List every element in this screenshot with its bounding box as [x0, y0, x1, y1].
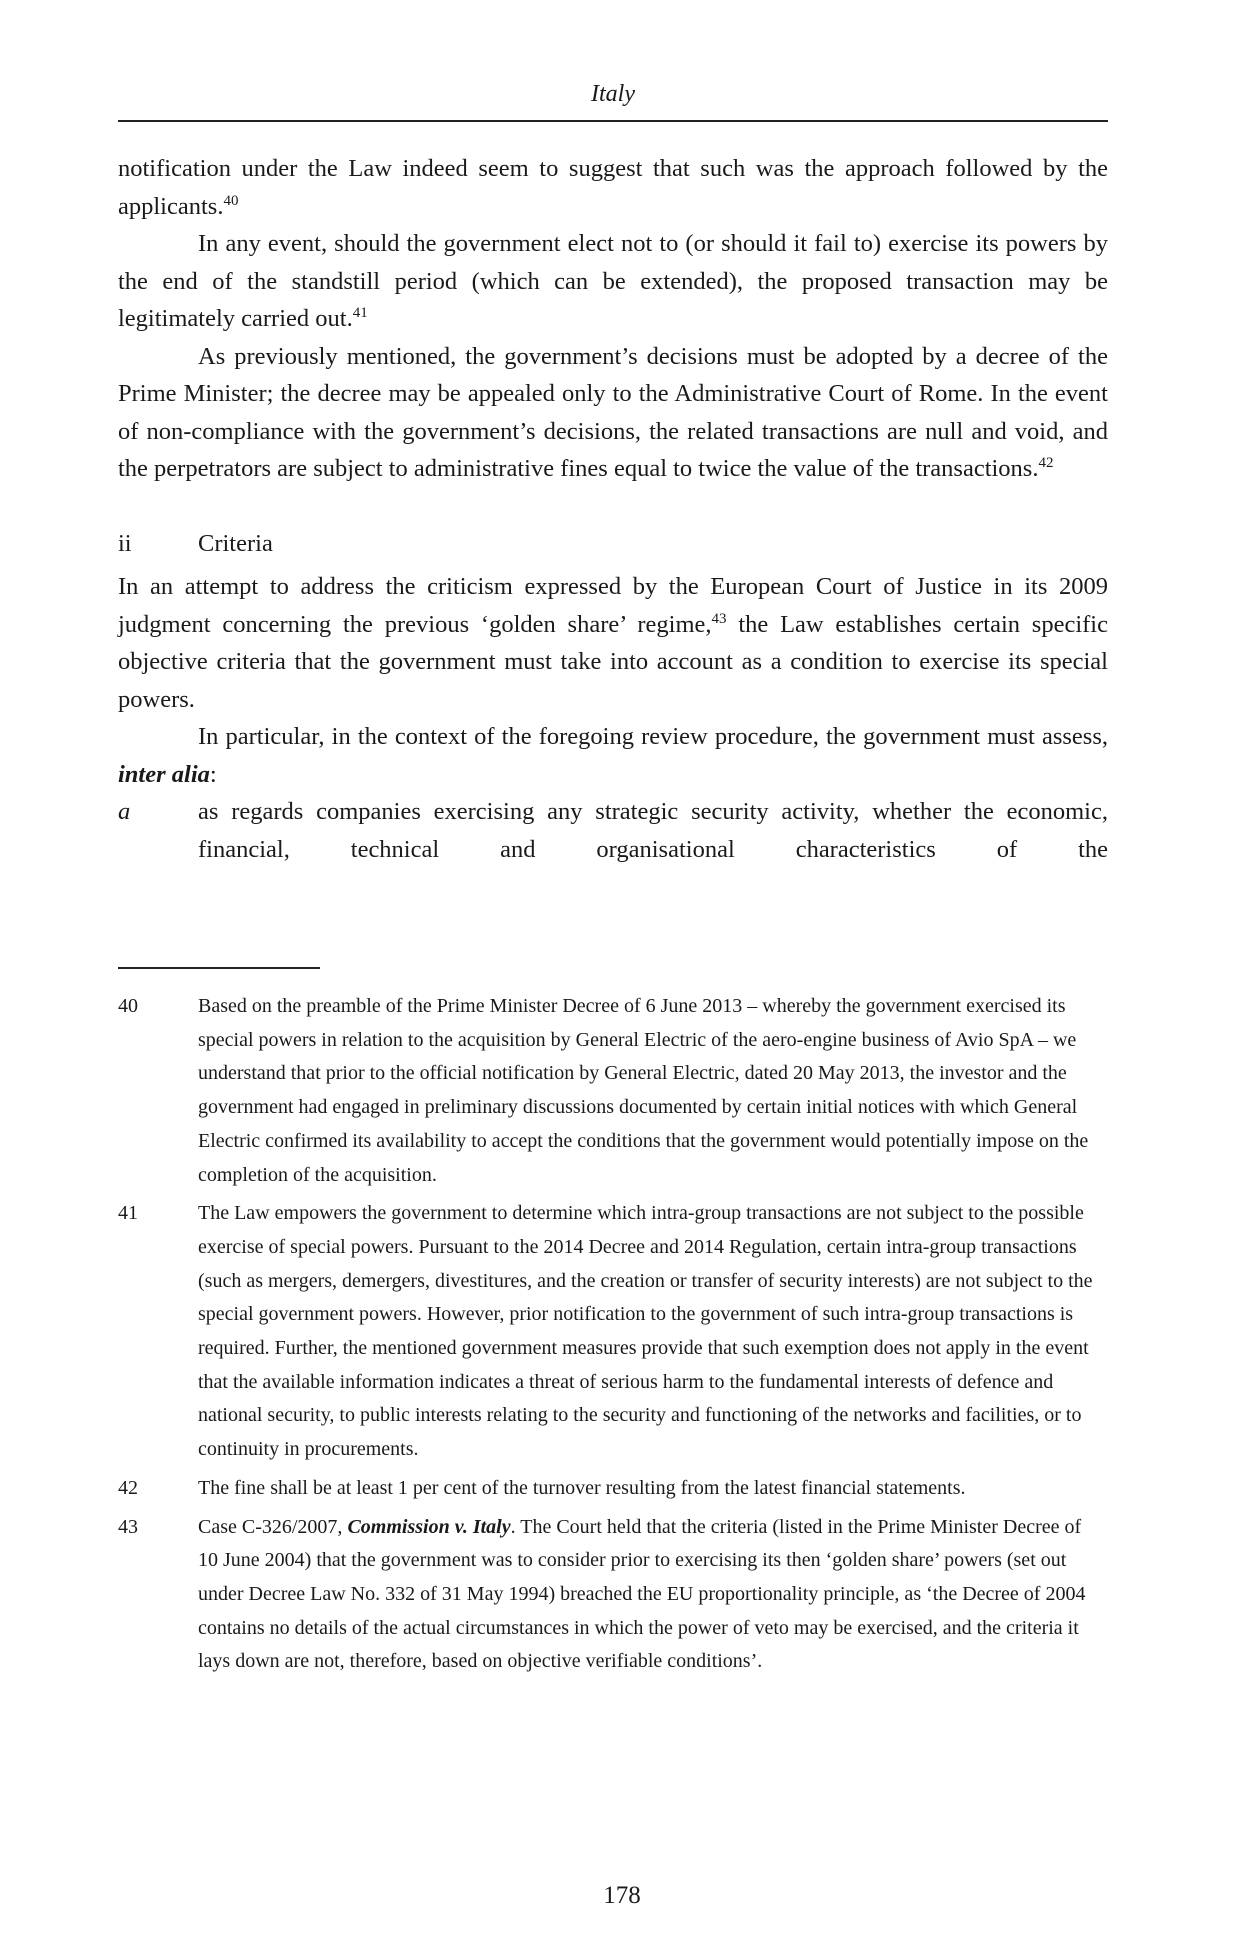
paragraph-2: In any event, should the government elect not to (or should it fail to) exercise its powers by the end of the standstill period (which can be extended), the proposed transaction may be legitimately carried out.$^{41}$ — [118, 230, 1108, 332]
list-item-text: as regards companies exercising any strategic security activity, whether the economic, financial, technical and organisational characteristics of the — [198, 798, 1108, 863]
footnote-text: Case C-326/2007, Commission v. Italy. The Court held that the criteria (listed in the Prime Minister Decree of 10 June 2004) that the government was to consider prior to exercising its then ‘golden share’ powers (set out under Decree Law No. 332 of 31 May 1994) breached the EU proportionality principle, as ‘the Decree of 2004 contains no details of the actual circumstances in which the power of veto may be exercised, and the criteria it lays down are not, therefore, based on objective verifiable conditions’. — [198, 1515, 1086, 1673]
list-marker: a — [118, 798, 131, 825]
footnotes — [118, 990, 1108, 1684]
body-text — [118, 150, 1108, 868]
footnote-40 — [118, 990, 1108, 1192]
footnote-separator — [118, 967, 320, 969]
running-header — [118, 76, 1108, 122]
emphasis-inter-alia: inter alia — [118, 760, 210, 788]
section-heading — [118, 525, 1108, 563]
footnote-ref-43[interactable]: 43 — [711, 610, 727, 627]
paragraph-3: As previously mentioned, the government’s decisions must be adopted by a decree of the Prime Minister; the decree may be appealed only to the Administrative Court of Rome. In the event of non-compliance with the government’s decisions, the related transactions are null and void, and the perpetrators are subject to administrative fines equal to twice the value of the transactions.$^{42}$ — [118, 342, 1108, 482]
paragraph-4: In an attempt to address the criticism expressed by the European Court of Justice in its 2009 judgment concerning the previous ‘golden share’ regime,$^{43}$ the Law establishes certain specific objective criteria that the government must take into account as a condition to exercise its special powers. — [118, 573, 1108, 713]
footnote-number: 41 — [118, 1202, 138, 1225]
paragraph-1: notification under the Law indeed seem to suggest that such was the approach followed by the applicants.$^{40}$ — [118, 155, 1108, 220]
footnote-43 — [118, 1511, 1108, 1680]
footnote-ref-42[interactable]: 42 — [1038, 455, 1054, 471]
header-title: Italy — [591, 81, 635, 107]
section-number: ii — [118, 529, 132, 557]
footnote-41 — [118, 1197, 1108, 1467]
list-item-a — [118, 793, 1108, 868]
footnote-ref-41[interactable]: 41 — [352, 305, 368, 321]
footnote-text: Based on the preamble of the Prime Minister Decree of 6 June 2013 – whereby the government exercised its special powers in relation to the acquisition by General Electric of the aero-engine business of Avio SpA – we understand that prior to the official notification by General Electric, dated 20 May 2013, the investor and the government had engaged in preliminary discussions documented by certain initial notices with which General Electric confirmed its availability to accept the conditions that the government would potentially impose on the completion of the acquisition. — [198, 995, 1089, 1186]
footnote-ref-40[interactable]: 40 — [223, 192, 239, 209]
footnote-text: The Law empowers the government to determine which intra-group transactions are not subject to the possible exercise of special powers. Pursuant to the 2014 Decree and 2014 Regulation, certain intra-group transactions (such as mergers, demergers, divestitures, and the creation or transfer of security interests) are not subject to the special government powers. However, prior notification to the government of such intra-group transactions is required. Further, the mentioned government measures provide that such exemption does not apply in the event that the available information indicates a threat of serious harm to the fundamental interests of defence and national security, to public interests relating to the security and functioning of the networks and facilities, or to continuity in procurements. — [198, 1202, 1093, 1461]
footnote-number: 43 — [118, 1515, 138, 1538]
footnote-number: 40 — [118, 995, 138, 1017]
footnote-42 — [118, 1472, 1108, 1506]
section-title: Criteria — [198, 529, 273, 557]
case-name: Commission v. Italy — [347, 1515, 511, 1538]
page-number: 178 — [603, 1882, 641, 1909]
footnote-text: The fine shall be at least 1 per cent of the turnover resulting from the latest financial statements. — [198, 1476, 966, 1499]
paragraph-5: In particular, in the context of the foregoing review procedure, the government must assess, inter alia: — [118, 723, 1108, 788]
footnote-number: 42 — [118, 1476, 138, 1499]
